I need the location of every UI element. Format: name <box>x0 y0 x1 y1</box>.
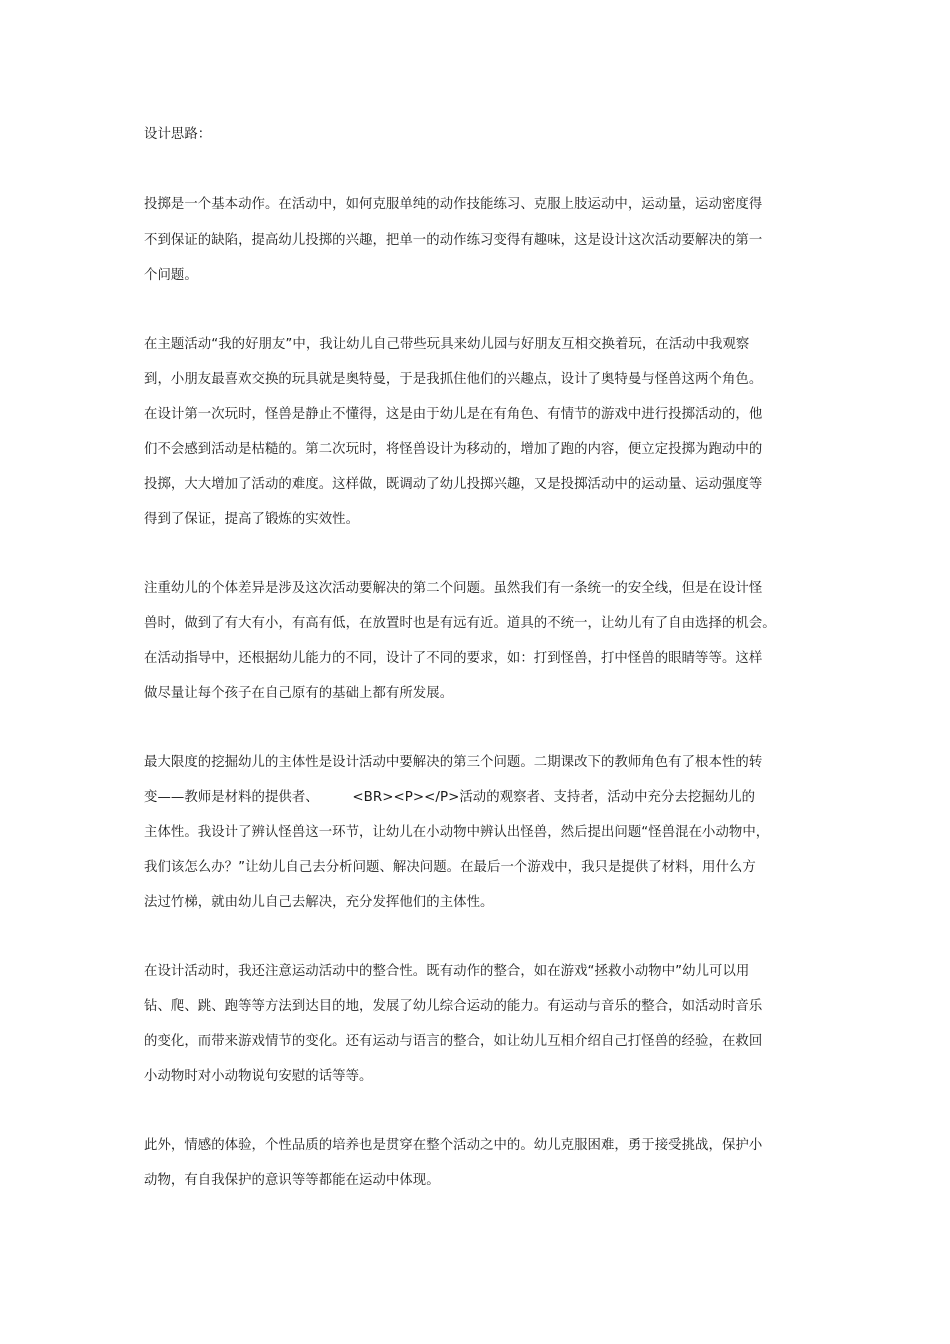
paragraph-line: 最大限度的挖掘幼儿的主体性是设计活动中要解决的第三个问题。二期课改下的教师角色有了根本性的转 <box>144 755 763 770</box>
paragraph-line: 到，小朋友最喜欢交换的玩具就是奥特曼，于是我抓住他们的兴趣点，设计了奥特曼与怪兽这两个角色。 <box>144 372 763 387</box>
paragraph-line: 投掷，大大增加了活动的难度。这样做，既调动了幼儿投掷兴趣，又是投掷活动中的运动量、运动强度等 <box>144 477 763 492</box>
document-heading: 设计思路： <box>144 127 212 142</box>
paragraph-line: 的变化，而带来游戏情节的变化。还有运动与语言的整合，如让幼儿互相介绍自己打怪兽的经验，在救回 <box>144 1034 763 1049</box>
paragraph-line: 们不会感到活动是枯糙的。第二次玩时，将怪兽设计为移动的，增加了跑的内容，便立定投掷为跑动中的 <box>144 442 763 457</box>
paragraph-line: 在主题活动“我的好朋友”中，我让幼儿自己带些玩具来幼儿园与好朋友互相交换着玩，在活动中我观察 <box>144 337 750 352</box>
paragraph-line: 个问题。 <box>144 268 198 283</box>
paragraph-line: 法过竹梯，就由幼儿自己去解决，充分发挥他们的主体性。 <box>144 895 494 910</box>
paragraph-line: 投掷是一个基本动作。在活动中，如何克服单纯的动作技能练习、克服上肢运动中，运动量，运动密度得 <box>144 197 763 212</box>
paragraph-line: 我们该怎么办？”让幼儿自己去分析问题、解决问题。在最后一个游戏中，我只是提供了材料，用什么方 <box>144 860 756 875</box>
paragraph-line: 在设计第一次玩时，怪兽是静止不懂得，这是由于幼儿是在有角色、有情节的游戏中进行投掷活动的，他 <box>144 407 763 422</box>
paragraph-line: 得到了保证，提高了锻炼的实效性。 <box>144 512 360 527</box>
paragraph-line: 在设计活动时，我还注意运动活动中的整合性。既有动作的整合，如在游戏“拯救小动物中”幼儿可以用 <box>144 964 750 979</box>
paragraph-line: 在活动指导中，还根据幼儿能力的不同，设计了不同的要求，如：打到怪兽，打中怪兽的眼睛等等。这样 <box>144 651 763 666</box>
paragraph-line: 做尽量让每个孩子在自己原有的基础上都有所发展。 <box>144 686 454 701</box>
paragraph-line: 变——教师是材料的提供者、 <BR><P></P>活动的观察者、支持者，活动中充分去挖掘幼儿的 <box>144 790 756 805</box>
paragraph-line: 动物，有自我保护的意识等等都能在运动中体现。 <box>144 1173 440 1188</box>
paragraph-line: 不到保证的缺陷，提高幼儿投掷的兴趣，把单一的动作练习变得有趣味，这是设计这次活动要解决的第一 <box>144 233 763 248</box>
paragraph-line: 小动物时对小动物说句安慰的话等等。 <box>144 1069 373 1084</box>
paragraph-line: 兽时，做到了有大有小，有高有低，在放置时也是有远有近。道具的不统一，让幼儿有了自由选择的机会。 <box>144 616 776 631</box>
paragraph-line: 注重幼儿的个体差异是涉及这次活动要解决的第二个问题。虽然我们有一条统一的安全线，但是在设计怪 <box>144 581 763 596</box>
paragraph-line: 主体性。我设计了辨认怪兽这一环节，让幼儿在小动物中辨认出怪兽，然后提出问题“怪兽混在小动物中， <box>144 825 770 840</box>
paragraph-line: 此外，情感的体验，个性品质的培养也是贯穿在整个活动之中的。幼儿克服困难，勇于接受挑战，保护小 <box>144 1138 763 1153</box>
paragraph-line: 钻、爬、跳、跑等等方法到达目的地，发展了幼儿综合运动的能力。有运动与音乐的整合，如活动时音乐 <box>144 999 763 1014</box>
